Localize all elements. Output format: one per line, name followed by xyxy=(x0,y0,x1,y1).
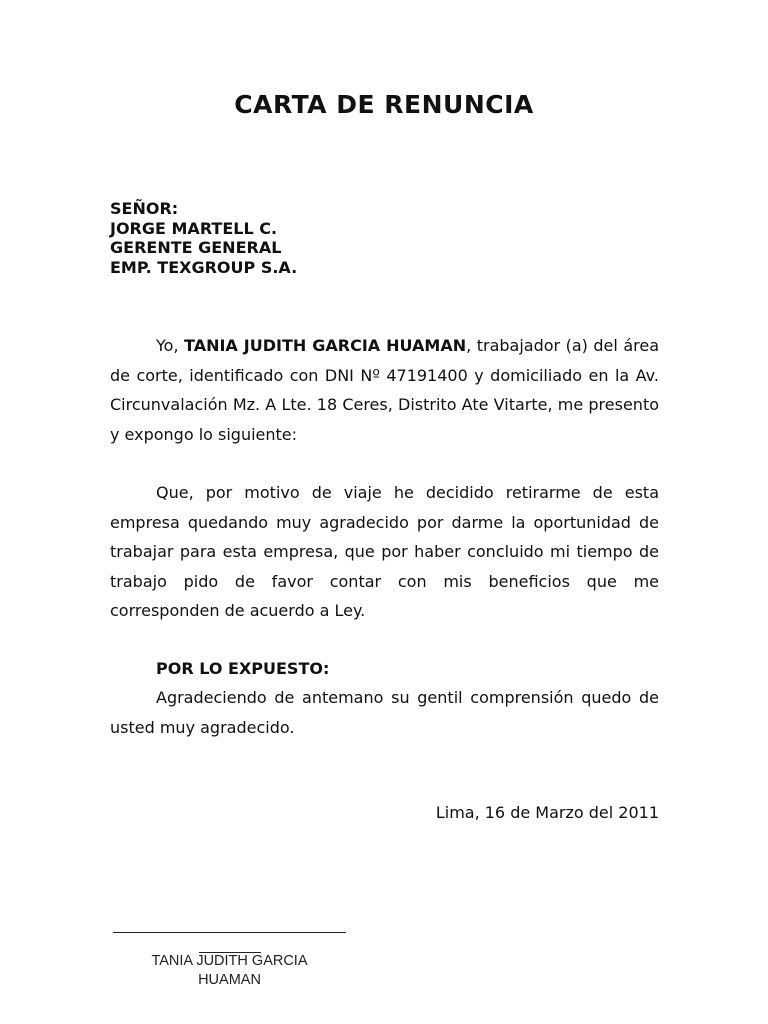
intro-paragraph xyxy=(110,331,659,449)
author-name: TANIA JUDITH GARCIA HUAMAN xyxy=(184,336,467,355)
signature-name xyxy=(113,952,346,990)
recipient-salutation: SEÑOR: xyxy=(110,199,179,218)
signature-name-line1: TANIA JUDITH GARCIA xyxy=(151,953,308,969)
document-title: CARTA DE RENUNCIA xyxy=(234,90,534,119)
intro-body: , trabajador (a) del área de corte, identificado con DNI Nº 47191400 y domiciliado en la Av. Circunvalación Mz. A Lte. 18 Ceres, Distrito Ate Vitarte, me presento y expongo lo siguiente: xyxy=(110,336,660,444)
signature-line xyxy=(113,932,346,933)
recipient-block xyxy=(110,199,297,277)
recipient-company: EMP. TEXGROUP S.A. xyxy=(110,257,298,277)
closing-paragraph: Agradeciendo de antemano su gentil comprensión quedo de usted muy agradecido. xyxy=(110,688,659,737)
recipient-name: JORGE MARTELL C. xyxy=(110,218,278,238)
letter-date: Lima, 16 de Marzo del 2011 xyxy=(435,803,659,822)
reason-paragraph: Que, por motivo de viaje he decidido retirarme de esta empresa quedando muy agradecido por darme la oportunidad de trabajar para esta empresa, que por haber concluido mi tiempo de trabajo pido de favor contar con mis beneficios que me corresponden de acuerdo a Ley. xyxy=(110,483,659,620)
intro-prefix: Yo, xyxy=(156,336,185,355)
signature-name-line2: HUAMAN xyxy=(198,972,261,988)
recipient-position: GERENTE GENERAL xyxy=(110,238,282,257)
expuesto-heading: POR LO EXPUESTO: xyxy=(156,659,330,678)
